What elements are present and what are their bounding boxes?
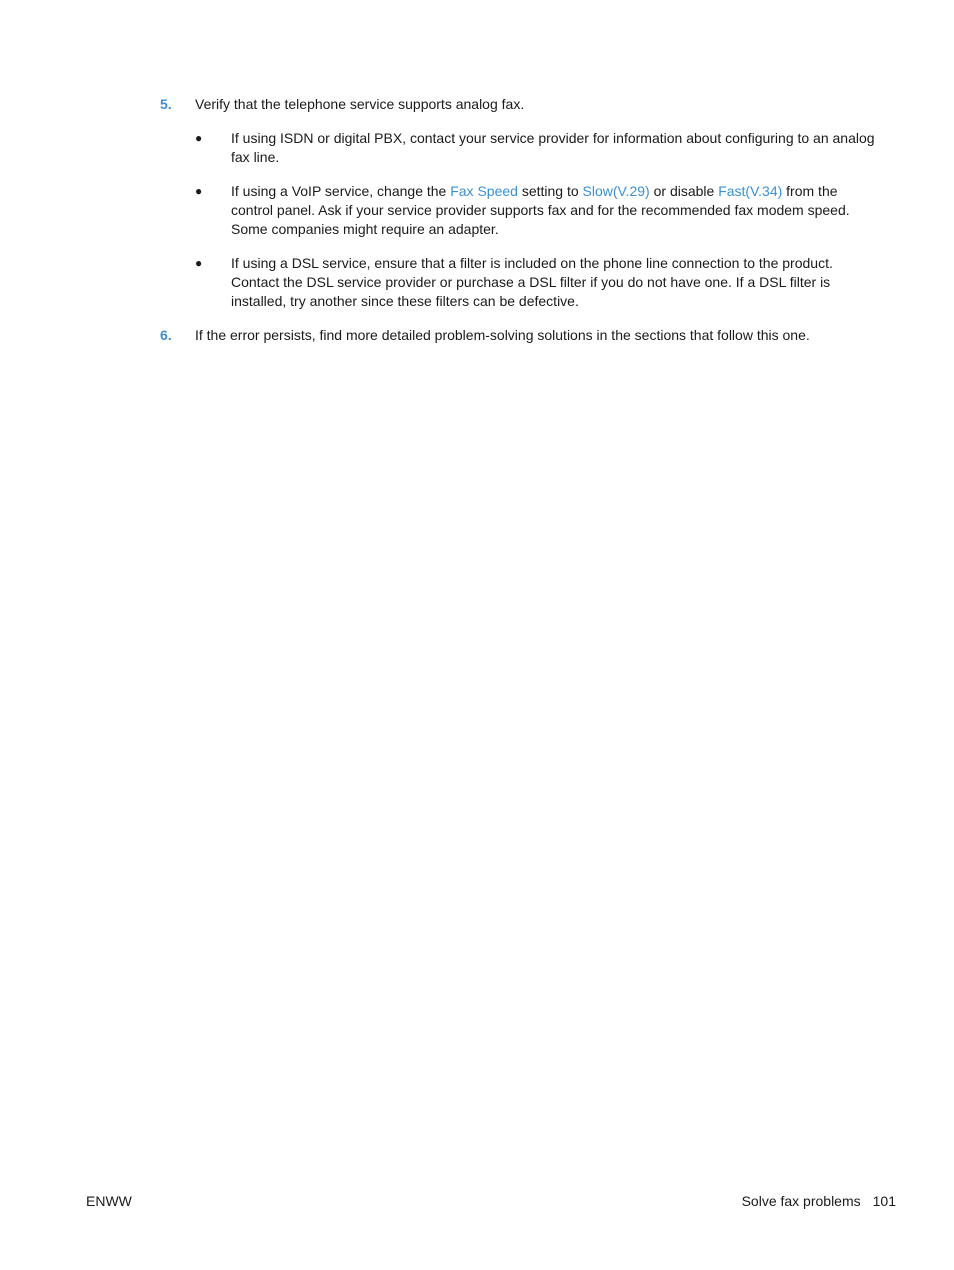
voip-text-part2: setting to xyxy=(517,183,583,199)
bullet-icon: ● xyxy=(195,131,203,145)
footer-locale: ENWW xyxy=(86,1193,132,1209)
bullet-icon: ● xyxy=(195,256,203,270)
footer-section-title: Solve fax problems xyxy=(741,1193,861,1209)
voip-text-part4: from the control panel. Ask if your service provider supports fax and for the recommended fax modem speed. Some companies might require an adapter. xyxy=(231,183,850,237)
fax-speed-link[interactable]: Fax Speed xyxy=(450,183,518,199)
step-number: 5. xyxy=(160,96,172,112)
fast-v34-link[interactable]: Fast(V.34) xyxy=(718,183,783,199)
voip-text-part1: If using a VoIP service, change the xyxy=(231,183,451,199)
bullet-icon: ● xyxy=(195,184,203,198)
step-number: 6. xyxy=(160,327,172,343)
page-number: 101 xyxy=(872,1193,896,1209)
voip-text-part3: or disable xyxy=(649,183,719,199)
step-text: If the error persists, find more detailed problem-solving solutions in the sections that follow this one. xyxy=(195,327,810,343)
footer-section xyxy=(742,1192,896,1211)
step-text: Verify that the telephone service supports analog fax. xyxy=(195,96,525,112)
bullet-text xyxy=(231,182,876,239)
bullet-text: If using a DSL service, ensure that a filter is included on the phone line connection to the product. Contact the DSL service provider or purchase a DSL filter if you do not have one. If a DSL filter is installed, try another since these filters can be defective. xyxy=(231,255,833,309)
slow-v29-link[interactable]: Slow(V.29) xyxy=(582,183,650,199)
bullet-text: If using ISDN or digital PBX, contact your service provider for information about configuring to an analog fax line. xyxy=(231,130,875,165)
